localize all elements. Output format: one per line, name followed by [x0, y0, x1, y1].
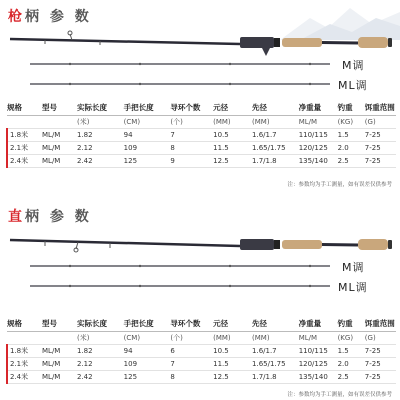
cork-front-grip [282, 240, 322, 249]
header-cell: 手把长度 [124, 316, 171, 332]
table-cell: 6 [170, 347, 175, 355]
cork-rear-grip [358, 239, 388, 250]
table-cell: 2.4米 [7, 371, 42, 384]
header-cell: 实际长度 [77, 100, 124, 116]
table-cell: 7-25 [364, 347, 381, 355]
cork-front-grip [282, 38, 322, 47]
table-cell: 2.4米 [7, 155, 42, 168]
table-cell: 135/140 [298, 373, 328, 381]
header-cell: 型号 [42, 316, 77, 332]
unit-cell: (CM) [123, 334, 141, 342]
table-cell: 1.8米 [7, 129, 42, 142]
table-cell: 2.1米 [7, 358, 42, 371]
title-rest: 柄 参 数 [25, 9, 92, 25]
table-cell: 2.12 [77, 144, 93, 152]
table-cell: 110/115 [298, 347, 328, 355]
unit-cell: (MM) [213, 334, 231, 342]
header-cell: 净重量 [299, 316, 338, 332]
rod-label-ml: ML调 [338, 281, 368, 294]
reel-seat [240, 37, 274, 48]
table-cell: ML/M [42, 131, 61, 139]
unit-cell: (个) [170, 118, 183, 126]
units-row [7, 116, 396, 129]
unit-cell: (KG) [337, 334, 354, 342]
unit-cell: ML/M [298, 118, 318, 126]
unit-cell: (MM) [252, 118, 270, 126]
header-cell: 先径 [252, 316, 299, 332]
header-cell: 手把长度 [124, 100, 171, 116]
table-cell: 12.5 [213, 157, 229, 165]
table-cell: 109 [123, 144, 138, 152]
table-cell: 7 [170, 360, 175, 368]
table-cell: 94 [123, 347, 133, 355]
rod-label-m: M调 [342, 59, 365, 72]
table-row [7, 345, 396, 358]
unit-cell [42, 332, 77, 345]
table-cell: 120/125 [298, 360, 328, 368]
title-first-char: 枪 [8, 9, 25, 25]
table-cell: 94 [123, 131, 133, 139]
table-cell: 1.6/1.7 [252, 347, 277, 355]
table-cell: 135/140 [298, 157, 328, 165]
table-cell: 110/115 [298, 131, 328, 139]
table-cell: 125 [123, 157, 138, 165]
rod-guides [45, 31, 100, 45]
title-rest: 柄 参 数 [25, 209, 92, 225]
table-cell: 11.5 [213, 360, 229, 368]
unit-cell: (KG) [337, 118, 354, 126]
table-header-row [7, 316, 396, 332]
table-cell: 1.7/1.8 [252, 373, 277, 381]
table-cell: 7-25 [364, 373, 381, 381]
table-cell: 12.5 [213, 373, 229, 381]
table-cell: ML/M [42, 347, 61, 355]
unit-cell: (MM) [213, 118, 231, 126]
table-row [7, 155, 396, 168]
table-cell: 1.65/1.75 [252, 360, 286, 368]
table-cell: 8 [170, 144, 175, 152]
header-cell: 饵重范围 [365, 100, 396, 116]
unit-cell: (米) [77, 118, 90, 126]
unit-cell: (个) [170, 334, 183, 342]
unit-cell: (MM) [252, 334, 270, 342]
unit-cell [42, 116, 77, 129]
header-cell: 规格 [7, 316, 42, 332]
header-cell: 钓重 [338, 100, 365, 116]
rod-label-m: M调 [342, 261, 365, 274]
table-cell: 1.65/1.75 [252, 144, 286, 152]
header-cell: 型号 [42, 100, 77, 116]
table-header-row [7, 100, 396, 116]
header-cell: 实际长度 [77, 316, 124, 332]
table-cell: 2.5 [337, 157, 349, 165]
unit-cell: (CM) [123, 118, 141, 126]
table-cell: 10.5 [213, 131, 229, 139]
unit-cell: (G) [364, 118, 376, 126]
table-cell: 125 [123, 373, 138, 381]
header-cell: 元径 [213, 100, 252, 116]
header-cell: 导环个数 [170, 316, 213, 332]
table-cell: 2.5 [337, 373, 349, 381]
header-cell: 饵重范围 [365, 316, 396, 332]
table-cell: 2.12 [77, 360, 93, 368]
table-row [7, 358, 396, 371]
table-cell: 2.42 [77, 373, 93, 381]
header-cell: 净重量 [299, 100, 338, 116]
table-row [7, 142, 396, 155]
measurement-note: 注：参数均为手工测量，如有误差仅供参考 [287, 392, 392, 398]
table-cell: ML/M [42, 157, 61, 165]
table-cell: 1.8米 [7, 345, 42, 358]
header-cell: 导环个数 [170, 100, 213, 116]
table-cell: 2.0 [337, 144, 349, 152]
table-cell: ML/M [42, 373, 61, 381]
trigger [262, 48, 270, 56]
table-row [7, 371, 396, 384]
table-cell: 9 [170, 157, 175, 165]
table-cell: 1.7/1.8 [252, 157, 277, 165]
table-cell: 7-25 [364, 157, 381, 165]
reel-seat [240, 239, 274, 250]
spec-table [6, 100, 396, 168]
table-cell: 2.1米 [7, 142, 42, 155]
measurement-note: 注：参数均为手工测量，如有误差仅供参考 [287, 182, 392, 188]
cork-rear-grip [358, 37, 388, 48]
straight-grip-section [0, 200, 400, 400]
title-first-char: 直 [8, 209, 25, 225]
unit-cell [7, 332, 42, 345]
table-cell: 1.82 [77, 131, 93, 139]
table-cell: 2.0 [337, 360, 349, 368]
unit-cell [7, 116, 42, 129]
table-cell: 10.5 [213, 347, 229, 355]
unit-cell: (米) [77, 334, 90, 342]
table-row [7, 129, 396, 142]
header-cell: 规格 [7, 100, 42, 116]
table-cell: ML/M [42, 360, 61, 368]
units-row [7, 332, 396, 345]
table-cell: 8 [170, 373, 175, 381]
table-cell: 7 [170, 131, 175, 139]
unit-cell: ML/M [298, 334, 318, 342]
table-cell: 1.82 [77, 347, 93, 355]
table-cell: 109 [123, 360, 138, 368]
header-cell: 钓重 [338, 316, 365, 332]
table-cell: 1.5 [337, 347, 349, 355]
header-cell: 元径 [213, 316, 252, 332]
rod-illustration [0, 222, 400, 294]
table-cell: 1.6/1.7 [252, 131, 277, 139]
rod-label-ml: ML调 [338, 79, 368, 92]
unit-cell: (G) [364, 334, 376, 342]
table-cell: 7-25 [364, 360, 381, 368]
header-cell: 先径 [252, 100, 299, 116]
table-cell: 7-25 [364, 131, 381, 139]
table-cell: 11.5 [213, 144, 229, 152]
table-cell: 2.42 [77, 157, 93, 165]
table-cell: ML/M [42, 144, 61, 152]
table-cell: 120/125 [298, 144, 328, 152]
table-cell: 7-25 [364, 144, 381, 152]
spec-table [6, 316, 396, 384]
rod-illustration [0, 22, 400, 94]
table-cell: 1.5 [337, 131, 349, 139]
